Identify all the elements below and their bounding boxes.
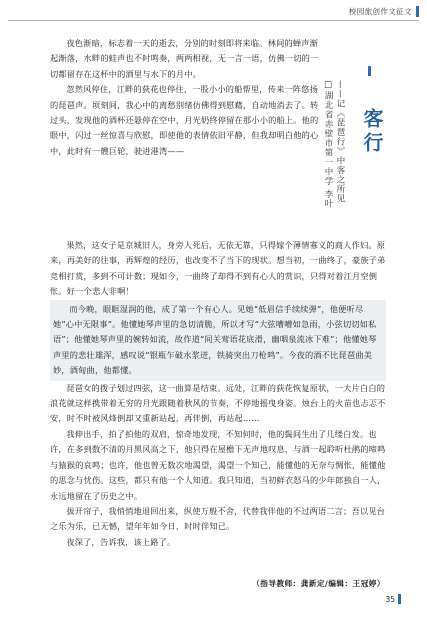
header bbox=[349, 6, 419, 17]
paragraph-6: 我伸出手，拍了拍他的双肩，惊奇地发现，不知何时，他的鬓间生出了几缕白发。也许，在多到数不清的月黑风高之下，他只得在屋檐下无声地叹息，与酒一起聆听杜鹃的啼鸣与猿猴的哀鸣；也许，他也曾无数次地渴望，渴望一个知己，能懂他的无奈与惆怅，能懂他的思念与忧伤。这些，都只有他一个人知道。我只知道，当初鲜衣怒马的少年郎独自一人，永远地留在了历史之中。 bbox=[50, 428, 386, 501]
title-block bbox=[323, 58, 412, 248]
article-subtitle: ——记《琵琶行》中客之所见 bbox=[335, 80, 345, 204]
article-title: 客行 bbox=[360, 108, 384, 156]
body-wide bbox=[50, 238, 386, 550]
paragraph-4-highlighted: 而今晚，眼眶湿润的他，成了第一个有心人。见她“低眉信手续续弹”，他便听尽她“心中无限事”。他懂她琴声里的急切清脆，所以才写“大弦嘈嘈如急雨，小弦切切如私语”；他懂她琴声里的婉转如流，故作道“间关莺语花底滑，幽咽泉流冰下难”；他懂她琴声里的悲壮雄浑，感叹说“银瓶乍破水浆迸，铁骑突出刀枪鸣”。今夜的酒不比琵琶曲美妙，酒甸曲，他都懂。 bbox=[50, 300, 386, 381]
paragraph-2: 忽然风停住，江畔的荻花也停住，一股小小的船帮里，传来一阵悠扬的琵琶声。顷刻间，我心中的离愁别绪仿佛得到慰藉，自动地消去了。转过头，发现他的酒杯还悬停在空中，月光奶终停留在那小小的船上。他的眼中，闪过一丝惊喜与欣慰，即使他的表情依旧平静，但我却明白他的心中，此时有一艘巨轮，驶进港湾—— bbox=[50, 84, 319, 156]
paragraph-1: 夜色渐暗，标志着一天的逝去，分别的时刻即将来临。林间的蝉声渐起渐落，水畔的蛙声也不时鸣奏，两两相视，无一言一语，仿佛一切的一切都留存在这杯中的酒里与水下的月中。 bbox=[50, 38, 319, 79]
article-author: □湖北省赤壁市第一中学 李叶 bbox=[323, 80, 333, 209]
page-number-text: 35 bbox=[385, 594, 395, 604]
body-top bbox=[50, 36, 320, 159]
paragraph-5: 琵琶女的拨子划过四弦，这一曲算是结束。远处，江畔的荻花恢复原状，一大片白白的浪花就这样携带着无穷的月光跟随着秋风的节奏，不停地摇曳身姿。烛台上的火苗也忐忑不安，时不时被风烽倒却又重新站起，再伴倒，再站起…… bbox=[50, 382, 386, 424]
paragraph-7: 拔开帘子，我悄悄地退回出来，纵使万般不舍，代替我伴他的不过两语二言；吾以见台之乐为乐，已无憾，望年年如今日，时时伴知己。 bbox=[50, 505, 386, 532]
header-accent-bar bbox=[416, 6, 419, 17]
page-number bbox=[385, 594, 401, 604]
paragraph-3: 果然，这女子是京城旧人，身旁人死后，无依无靠，只得嫁个薄情寡义的商人作妇。原来，再美好的往事，再辉煌的经历，也改变不了当下的现状。想当初，一曲终了，豪族子弟竞相打赏，多到不可计数；现如今，一曲终了却得不到有心人的赏识，只得对着江月空倒怅。好一个悲人非啊！ bbox=[50, 240, 386, 297]
title-accent-bar bbox=[368, 66, 371, 76]
header-title: 校园旅创作文征文 bbox=[348, 7, 412, 16]
header-divider bbox=[8, 20, 419, 21]
paragraph-8: 夜深了，告诉我，该上路了。 bbox=[66, 536, 176, 547]
editor-credit: （指导教师：龚新定/编辑：王冠婷） bbox=[252, 579, 385, 588]
page-number-bar bbox=[398, 594, 401, 604]
